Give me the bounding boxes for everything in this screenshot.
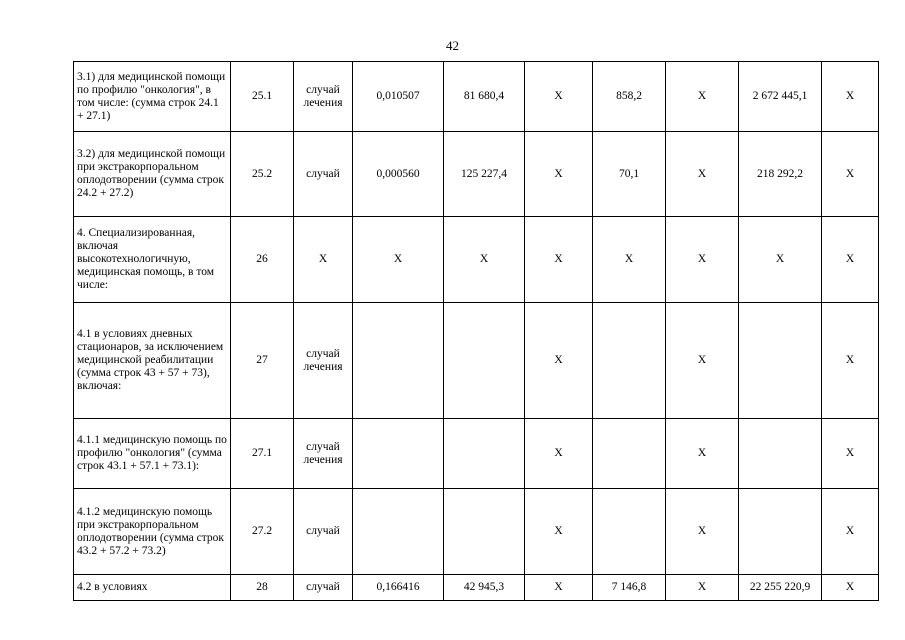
- table-cell: 22 255 220,9: [739, 575, 822, 601]
- table-row: [74, 489, 879, 575]
- table-cell: [444, 419, 525, 489]
- table-cell: [353, 419, 444, 489]
- table-cell: 0,000560: [353, 132, 444, 217]
- row-description: 4.1.2 медицинскую помощь при экстракорпоральном оплодотворении (сумма строк 43.2 + 57.2 + 73.2): [74, 489, 231, 575]
- unit-cell: случай: [294, 132, 353, 217]
- table-cell: X: [822, 62, 879, 132]
- table-cell: 7 146,8: [593, 575, 666, 601]
- unit-cell: случай лечения: [294, 62, 353, 132]
- row-description: 3.2) для медицинской помощи при экстракорпоральном оплодотворении (сумма строк 24.2 + 27.2): [74, 132, 231, 217]
- data-table: [73, 61, 879, 601]
- table-cell: X: [666, 217, 739, 303]
- row-number: 27: [231, 303, 294, 419]
- row-description: 4.1 в условиях дневных стационаров, за исключением медицинской реабилитации (сумма строк 43 + 57 + 73), включая:: [74, 303, 231, 419]
- table-cell: X: [822, 217, 879, 303]
- table-cell: X: [525, 489, 593, 575]
- table-cell: X: [525, 132, 593, 217]
- row-number: 27.1: [231, 419, 294, 489]
- table-cell: [593, 489, 666, 575]
- page-number: 42: [446, 38, 459, 53]
- row-number: 28: [231, 575, 294, 601]
- table-row: [74, 575, 879, 601]
- table-cell: 218 292,2: [739, 132, 822, 217]
- row-description: 4.1.1 медицинскую помощь по профилю "онкология" (сумма строк 43.1 + 57.1 + 73.1):: [74, 419, 231, 489]
- unit-cell: случай: [294, 575, 353, 601]
- row-number: 25.1: [231, 62, 294, 132]
- unit-cell: случай: [294, 489, 353, 575]
- table-cell: [593, 303, 666, 419]
- table-cell: X: [822, 303, 879, 419]
- table-cell: X: [525, 575, 593, 601]
- table-row: [74, 303, 879, 419]
- table-cell: X: [666, 419, 739, 489]
- table-cell: X: [666, 489, 739, 575]
- table-cell: 125 227,4: [444, 132, 525, 217]
- table-cell: [739, 303, 822, 419]
- table-cell: 0,166416: [353, 575, 444, 601]
- table-cell: 2 672 445,1: [739, 62, 822, 132]
- table-cell: X: [822, 489, 879, 575]
- table-cell: X: [525, 217, 593, 303]
- table-cell: [739, 489, 822, 575]
- unit-cell: случай лечения: [294, 303, 353, 419]
- table-cell: X: [444, 217, 525, 303]
- table-cell: X: [666, 575, 739, 601]
- table-cell: X: [525, 303, 593, 419]
- table-cell: [739, 419, 822, 489]
- table-cell: 81 680,4: [444, 62, 525, 132]
- row-description: 3.1) для медицинской помощи по профилю "онкология", в том числе: (сумма строк 24.1 + 27.1): [74, 62, 231, 132]
- table-row: [74, 62, 879, 132]
- table-cell: X: [822, 419, 879, 489]
- table-cell: X: [525, 419, 593, 489]
- row-number: 25.2: [231, 132, 294, 217]
- table-cell: 0,010507: [353, 62, 444, 132]
- table-cell: [353, 303, 444, 419]
- row-number: 27.2: [231, 489, 294, 575]
- table-cell: [444, 489, 525, 575]
- table-cell: X: [525, 62, 593, 132]
- table-cell: [444, 303, 525, 419]
- table-row: [74, 217, 879, 303]
- row-number: 26: [231, 217, 294, 303]
- table-row: [74, 419, 879, 489]
- table-cell: X: [666, 132, 739, 217]
- table-cell: [353, 489, 444, 575]
- row-description: 4. Специализированная, включая высокотехнологичную, медицинская помощь, в том числе:: [74, 217, 231, 303]
- table-cell: 70,1: [593, 132, 666, 217]
- table-cell: X: [353, 217, 444, 303]
- table-cell: X: [666, 62, 739, 132]
- table-row: [74, 132, 879, 217]
- table-cell: X: [593, 217, 666, 303]
- row-description: 4.2 в условиях: [74, 575, 231, 601]
- table-cell: 858,2: [593, 62, 666, 132]
- table-cell: X: [739, 217, 822, 303]
- table-cell: 42 945,3: [444, 575, 525, 601]
- table-cell: X: [822, 575, 879, 601]
- table-cell: X: [666, 303, 739, 419]
- unit-cell: случай лечения: [294, 419, 353, 489]
- table-cell: X: [822, 132, 879, 217]
- table-cell: [593, 419, 666, 489]
- unit-cell: X: [294, 217, 353, 303]
